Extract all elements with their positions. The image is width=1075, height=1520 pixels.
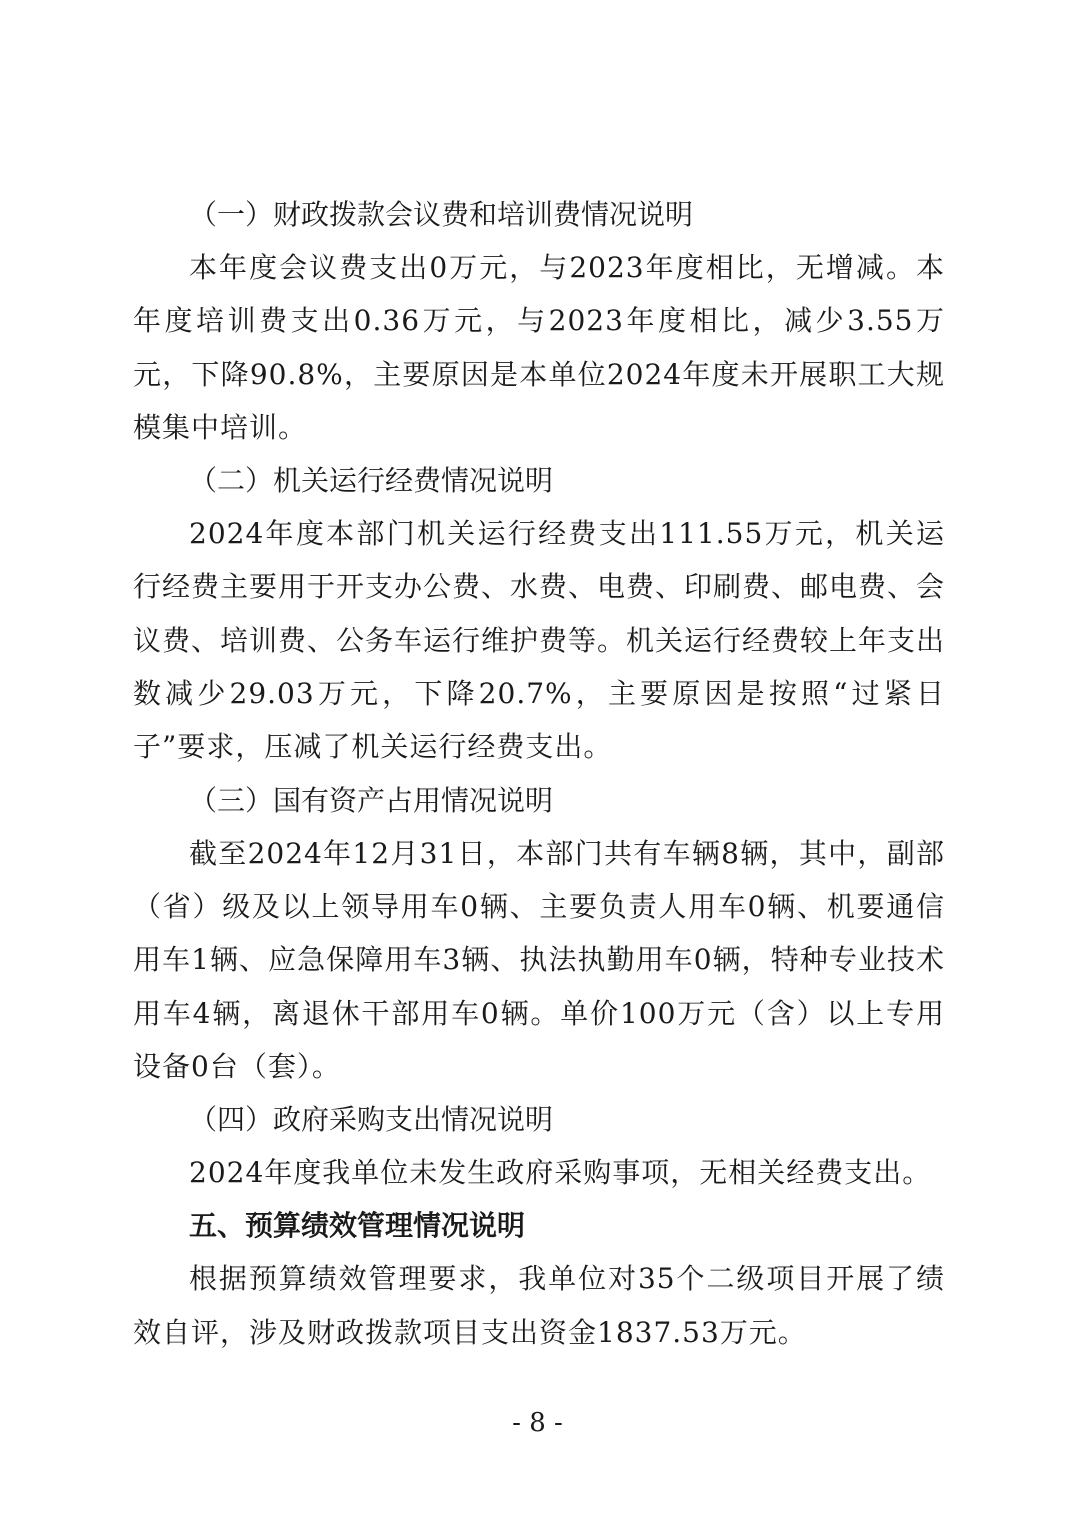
paragraph-meeting-training-fees: 本年度会议费支出0万元，与2023年度相比，无增减。本年度培训费支出0.36万元，与2023年度相比，减少3.55万元，下降90.8%，主要原因是本单位2024年度未开展职工大规模集中培训。 [133,251,945,444]
page-number: - 8 - [512,1408,563,1438]
section-heading-state-assets: （三）国有资产占用情况说明 [189,783,554,817]
section-heading-budget-performance: 五、预算绩效管理情况说明 [189,1209,526,1243]
paragraph-operating-expenses: 2024年度本部门机关运行经费支出111.55万元，机关运行经费主要用于开支办公费、水费、电费、印刷费、邮电费、会议费、培训费、公务车运行维护费等。机关运行经费较上年支出数减少29.03万元，下降20.7%，主要原因是按照“过紧日子”要求，压减了机关运行经费支出。 [133,517,946,764]
paragraph-state-assets: 截至2024年12月31日，本部门共有车辆8辆，其中，副部（省）级及以上领导用车0辆、主要负责人用车0辆、机要通信用车1辆、应急保障用车3辆、执法执勤用车0辆，特种专业技术用车4辆，离退休干部用车0辆。单价100万元（含）以上专用设备0台（套）。 [133,836,945,1083]
document-body [133,188,945,1359]
section-heading-operating-expenses: （二）机关运行经费情况说明 [189,464,554,498]
section-heading-government-procurement: （四）政府采购支出情况说明 [189,1103,554,1137]
paragraph-budget-performance: 根据预算绩效管理要求，我单位对35个二级项目开展了绩效自评，涉及财政拨款项目支出资金1837.53万元。 [133,1262,945,1349]
section-heading-meeting-training-fees: （一）财政拨款会议费和培训费情况说明 [189,198,694,231]
paragraph-government-procurement: 2024年度我单位未发生政府采购事项，无相关经费支出。 [189,1156,932,1190]
